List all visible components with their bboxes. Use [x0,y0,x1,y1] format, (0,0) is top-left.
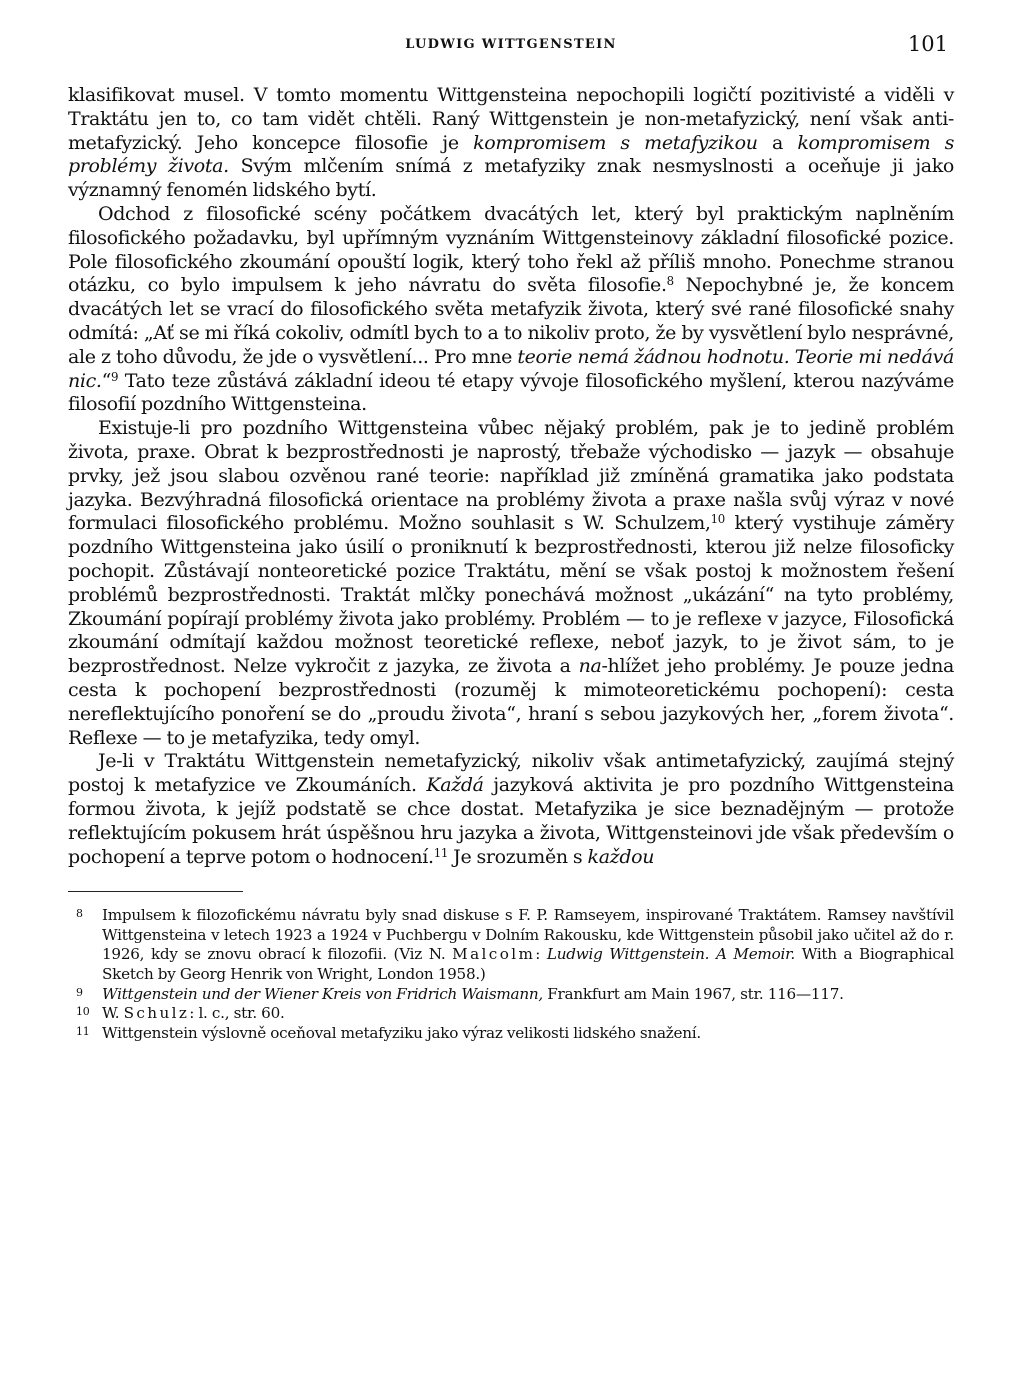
paragraph-text: Je srozuměn s [447,845,588,868]
emphasis-text: kompromisem s metafyzikou [473,131,758,154]
footnote-mark: 9 [76,985,83,999]
footnote-reference: 8 [666,274,674,289]
paragraph-text: -hlížet jeho problémy. Je pouze jedna cesta k pochopení bezprostřednosti (rozuměj k mimoteoretickému pochopení): cesta nereflektujícího ponoření se do „proudu života“, hraní s sebou jazykových her, „forem života“. Reflexe — to je metafyzika, tedy omyl. [68,655,954,749]
emphasis-text: kompromisem s problémy života. [68,131,955,178]
book-title: Wittgenstein und der Wiener Kreis von Fridrich Waismann, [102,984,543,1003]
footnote-text: : [535,945,547,964]
footnote-8 [68,906,954,984]
main-text [68,84,954,869]
footnote-text: : l. c., str. 60. [189,1004,285,1023]
paragraph-text: Odchod z filosofické scény počátkem dvacátých let, který byl praktickým naplněním filosofického požadavku, byl upřímným vyznáním Wittgensteinovy základní filosofické pozice. Pole filosofického zkoumání opouští logik, který toho řekl až příliš mnoho. Ponechme stranou otázku, co bylo impulsem k jeho návratu do světa filosofie. [68,202,954,297]
footnote-text: Frankfurt am Main 1967, str. 116—117. [542,984,844,1003]
running-title: LUDWIG WITTGENSTEIN [405,37,617,52]
footnote-text: Wittgenstein výslovně oceňoval metafyziku jako výraz velikosti lidského snažení. [102,1023,701,1042]
paragraph-4 [68,750,954,869]
footnote-reference: 11 [433,845,448,860]
page-header [68,30,954,66]
footnote-11 [68,1024,954,1044]
footnote-text: With a Biographical Sketch by Georg Henrik von Wright, London 1958.) [102,945,955,984]
paragraph-1 [68,84,954,203]
paragraph-text: a [757,131,798,154]
footnote-9 [68,985,954,1005]
author-name: Malcolm [452,945,536,964]
emphasis-text: na [578,655,602,678]
author-name: Schulz [123,1004,190,1023]
paragraph-text: který vystihuje záměry pozdního Wittgensteina jako úsilí o proniknutí k bezprostřednosti, kterou již nelze filosoficky pochopit. Zůstávají nonteoretické pozice Traktátu, mění se však postoj k možnostem řešení problémů bezprostřednosti. Traktát mlčky ponechává možnost „ukázání“ na tyto problémy, Zkoumání popírají problémy života jako problémy. Problém — to je reflexe v jazyce, Filosofická zkoumání odmítají každou možnost teoretické reflexe, neboť jazyk, to je život sám, to je bezprostřednost. Nelze vykročit z jazyka, ze života a [68,512,955,678]
paragraph-3 [68,417,954,750]
footnote-mark: 11 [76,1024,90,1038]
footnote-text: Impulsem k filozofickému návratu byly snad diskuse s F. P. Ramseyem, inspirované Traktátem. Ramsey navštívil Wittgensteina v letech 1923 a 1924 v Puchbergu v Dolním Rakousku, kde Wittgenstein působil jako učitel až do r. 1926, kdy se znovu obrací k filozofii. (Viz N. [102,906,954,964]
paragraph-text: Nepochybné je, že koncem dvacátých let se vrací do filosofického světa metafyzik života, který své rané filosofické snahy odmítá: „Ať se mi říká cokoliv, odmítl bych to a to nikoliv proto, že by vysvětlení bylo nesprávné, ale z toho důvodu, že jde o vysvětlení... Pro mne [68,274,954,368]
book-title: Ludwig Wittgenstein. A Memoir. [546,945,796,964]
paragraph-2 [68,203,954,417]
paragraph-text: Tato teze zůstává základní ideou té etapy vývoje filosofického myšlení, kterou nazýváme filosofií pozdního Wittgensteina. [68,369,954,416]
emphasis-text: každou [587,845,655,868]
footnote-mark: 10 [76,1005,90,1019]
paragraph-text: klasifikovat musel. V tomto momentu Wittgensteina nepochopili logičtí pozitivisté a viděli v Traktátu jen to, co tam vidět chtěli. Raný Wittgenstein je non-metafyzický, není však anti-metafyzický. Jeho koncepce filosofie je [68,84,954,154]
footnote-divider [68,891,243,892]
paragraph-text: Existuje-li pro pozdního Wittgensteina vůbec nějaký problém, pak je to jedině problém života, praxe. Obrat k bezprostřednosti je naprostý, třebaže východisko — jazyk — obsahuje prvky, jež jsou slabou ozvěnou rané teorie: například již zmíněná gramatika jako podstata jazyka. Bezvýhradná filosofická orientace na problémy života a praxe našla svůj výraz v nové formulaci filosofického problému. Možno souhlasit s W. Schulzem, [68,417,954,535]
footnote-reference: 10 [710,512,725,527]
paragraph-text: Svým mlčením snímá z metafyziky znak nesmyslnosti a oceňuje ji jako významný fenomén lidského bytí. [68,155,955,202]
paragraph-text: Je-li v Traktátu Wittgenstein nemetafyzický, nikoliv však antimetafyzický, zaujímá stejný postoj k metafyzice ve Zkoumáních. [68,750,954,797]
page-number: 101 [907,32,948,56]
footnote-mark: 8 [76,907,83,921]
book-page [68,30,954,1043]
footnote-10 [68,1004,954,1024]
footnotes [68,906,954,1043]
footnote-text: W. [102,1004,124,1023]
emphasis-text: teorie nemá žádnou hodnotu. Teorie mi nedává nic. [68,345,954,392]
footnote-reference: 9 [110,369,119,384]
paragraph-text: jazyková aktivita je pro pozdního Wittgensteina formou života, k jejíž podstatě se chce dostat. Metafyzika je sice beznadějným — protože reflektujícím pokusem hrát úspěšnou hru jazyka a života, Wittgensteinovi jde však především o pochopení a teprve potom o hodnocení. [68,774,954,868]
quote-mark: “ [101,369,111,392]
emphasis-text: Každá [426,774,484,797]
